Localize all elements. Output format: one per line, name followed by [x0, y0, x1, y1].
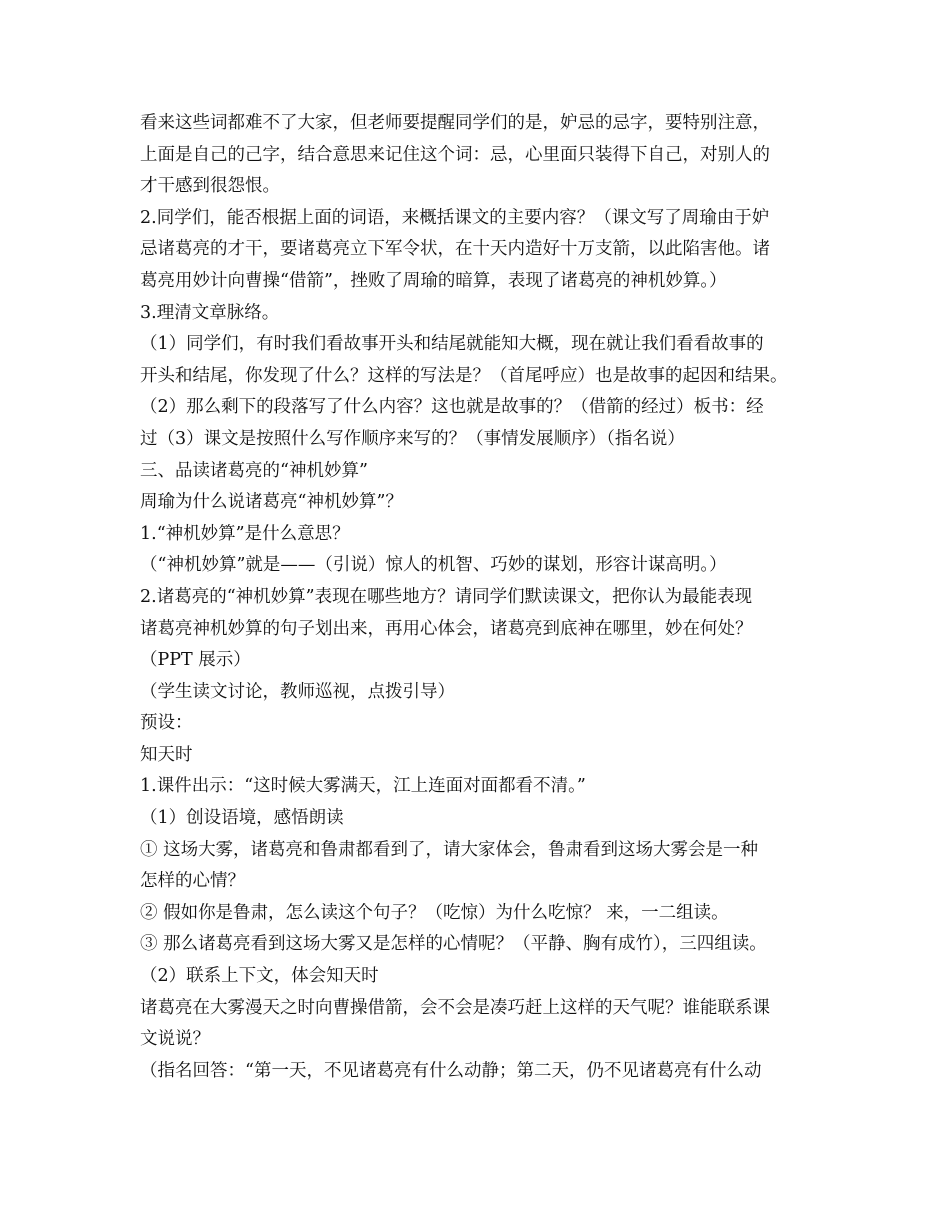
text-line: 周瑜为什么说诸葛亮“神机妙算”？ [140, 492, 403, 513]
text-line: 2.诸葛亮的“神机妙算”表现在哪些地方？请同学们默读课文，把你认为最能表现 [140, 586, 753, 607]
text-line: 诸葛亮神机妙算的句子划出来，再用心体会，诸葛亮到底神在哪里，妙在何处？ [140, 618, 753, 639]
text-line: 看来这些词都难不了大家，但老师要提醒同学们的是，妒忌的忌字，要特别注意， [140, 113, 770, 133]
text-line: ③ 那么诸葛亮看到这场大雾又是怎样的心情呢？（平静、胸有成竹），三四组读。 [140, 934, 767, 955]
text-line: 预设： [140, 713, 193, 734]
text-line: （1）创设语境，感悟朗读 [140, 808, 344, 829]
text-line: 文说说？ [140, 1029, 210, 1050]
text-line: 1.“神机妙算”是什么意思？ [140, 523, 350, 544]
text-line: 2.同学们，能否根据上面的词语，来概括课文的主要内容？（课文写了周瑜由于妒 [140, 207, 770, 228]
text-line: （“神机妙算”就是——（引说）惊人的机智、巧妙的谋划，形容计谋高明。） [140, 555, 727, 576]
text-line: 开头和结尾，你发现了什么？这样的写法是？（首尾呼应）也是故事的起因和结果。 [140, 365, 788, 386]
text-line: （PPT 展示） [140, 650, 251, 671]
text-line: 诸葛亮在大雾漫天之时向曹操借箭，会不会是凑巧赶上这样的天气呢？谁能联系课 [140, 997, 770, 1018]
section-heading: 三、品读诸葛亮的“神机妙算” [140, 460, 368, 481]
text-line: 3.理清文章脉络。 [140, 302, 280, 323]
text-line: 上面是自己的己字，结合意思来记住这个词：忌，心里面只装得下自己，对别人的 [140, 144, 770, 165]
text-line: （1）同学们，有时我们看故事开头和结尾就能知大概，现在就让我们看看故事的 [140, 334, 764, 355]
text-line: 才干感到很怨恨。 [140, 176, 280, 197]
text-line: ① 这场大雾，诸葛亮和鲁肃都看到了，请大家体会，鲁肃看到这场大雾会是一种 [140, 839, 759, 860]
text-line: （学生读文讨论，教师巡视，点拨引导） [140, 681, 455, 702]
text-line: 知天时 [140, 744, 193, 765]
text-line: 过（3）课文是按照什么写作顺序来写的？（事情发展顺序）（指名说） [140, 428, 685, 449]
text-line: （2）那么剩下的段落写了什么内容？这也就是故事的？（借箭的经过）板书：经 [140, 397, 764, 418]
text-line: （2）联系上下文，体会知天时 [140, 966, 379, 987]
text-line: 怎样的心情？ [140, 871, 245, 892]
text-line: 1.课件出示：“这时候大雾满天，江上连面对面都看不清。” [140, 776, 586, 797]
text-line: ② 假如你是鲁肃，怎么读这个句子？（吃惊）为什么吃惊？ 来，一二组读。 [140, 902, 729, 923]
document-body [140, 108, 820, 1087]
text-line: 葛亮用妙计向曹操“借箭”，挫败了周瑜的暗算，表现了诸葛亮的神机妙算。） [140, 270, 727, 291]
text-line: 忌诸葛亮的才干，要诸葛亮立下军令状，在十天内造好十万支箭，以此陷害他。诸 [140, 239, 770, 260]
text-line: （指名回答：“第一天，不见诸葛亮有什么动静；第二天，仍不见诸葛亮有什么动 [140, 1060, 762, 1081]
